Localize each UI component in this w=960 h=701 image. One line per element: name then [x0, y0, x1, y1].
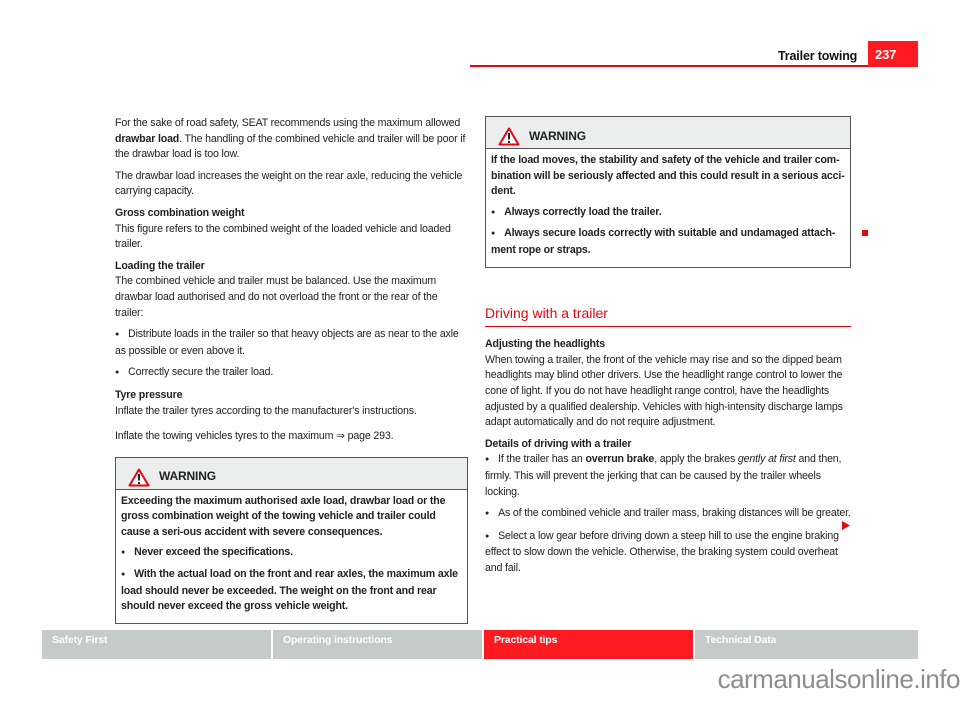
loading-text: The combined vehicle and trailer must be balanced. Use the maximum drawbar load authorised and do not overload the front or the rear of the trailer:	[115, 275, 438, 319]
tyre-text: Inflate the trailer tyres according to the manufacturer's instructions.	[115, 404, 417, 417]
list-item: ● Always correctly load the trailer.	[491, 205, 845, 222]
list-item: ● Select a low gear before driving down a steep hill to use the engine braking effect to slow down the vehicle. Otherwise, the braking system could overheat and fail.	[485, 529, 851, 577]
list-item: ● Never exceed the specifications.	[121, 545, 462, 562]
gcw-heading: Gross combination weight	[115, 206, 245, 219]
continue-arrow-icon	[842, 521, 850, 530]
page-number: 237	[868, 41, 918, 67]
gcw-text: This figure refers to the combined weight of the loaded vehicle and loaded trailer.	[115, 222, 451, 251]
warning-text: Exceeding the maximum authorised axle load, drawbar load or the gross combination weight of the towing vehicle and trailer could cause a seri-ous accident with severe consequences.	[121, 494, 446, 538]
left-column	[115, 116, 468, 624]
list-item: ● Correctly secure the trailer load.	[115, 365, 468, 382]
tyre-text-2: Inflate the towing vehicles tyres to the maximum ⇒ page 293.	[115, 430, 394, 443]
section-end-marker	[862, 230, 868, 236]
warning-box	[485, 116, 851, 268]
chapter-title: Trailer towing	[778, 49, 858, 63]
details-heading: Details of driving with a trailer	[485, 437, 632, 450]
tab-operating-instructions[interactable]: Operating instructions	[273, 630, 482, 659]
warning-text: If the load moves, the stability and safety of the vehicle and trailer com-bination will be seriously affected and this could result in a serious acci-dent.	[491, 154, 845, 198]
headlights-heading: Adjusting the headlights	[485, 338, 605, 351]
list-item: ● Distribute loads in the trailer so that heavy objects are as near to the axle as possible or even above it.	[115, 327, 468, 359]
tyre-heading: Tyre pressure	[115, 388, 183, 401]
tab-practical-tips[interactable]: Practical tips	[484, 630, 693, 659]
list-item: ● If the trailer has an overrun brake, apply the brakes gently at first and then, firmly. This will prevent the jerking that can be caused by the trailer wheels locking.	[485, 452, 851, 500]
warning-title: WARNING	[159, 469, 216, 484]
warning-title: WARNING	[529, 128, 586, 143]
right-column	[485, 106, 851, 582]
list-item: ● With the actual load on the front and rear axles, the maximum axle load should never be exceeded. The weight on the front and rear should never exceed the gross vehicle weight.	[121, 567, 462, 615]
list-item: ● Always secure loads correctly with suitable and undamaged attach-ment rope or straps.	[491, 226, 845, 258]
warning-triangle-icon	[128, 468, 150, 487]
header-rule	[470, 65, 868, 67]
warning-box	[115, 457, 468, 624]
tab-safety-first[interactable]: Safety First	[42, 630, 271, 659]
headlights-text: When towing a trailer, the front of the vehicle may rise and so the dipped beam headlights may blind other drivers. Use the headlight range control to lower the cone of light. If you do not have headlight range control, have the headlights adjusted by a qualified dealership. Vehicles with high-intensity discharge lamps adapt automatically and do not require adjustment.	[485, 353, 843, 429]
section-title: Driving with a trailer	[485, 306, 851, 328]
drawbar-paragraph: The drawbar load increases the weight on the rear axle, reducing the vehicle carrying capacity.	[115, 169, 463, 198]
watermark: carmanualsonline.info	[717, 664, 960, 694]
tab-technical-data[interactable]: Technical Data	[695, 630, 918, 659]
intro-paragraph: For the sake of road safety, SEAT recommends using the maximum allowed drawbar load. The handling of the combined vehicle and trailer will be poor if the drawbar load is too low.	[115, 117, 466, 161]
loading-heading: Loading the trailer	[115, 259, 205, 272]
footer-nav	[42, 630, 918, 659]
list-item: ● As of the combined vehicle and trailer mass, braking distances will be greater.	[485, 506, 851, 523]
warning-triangle-icon	[498, 127, 520, 146]
